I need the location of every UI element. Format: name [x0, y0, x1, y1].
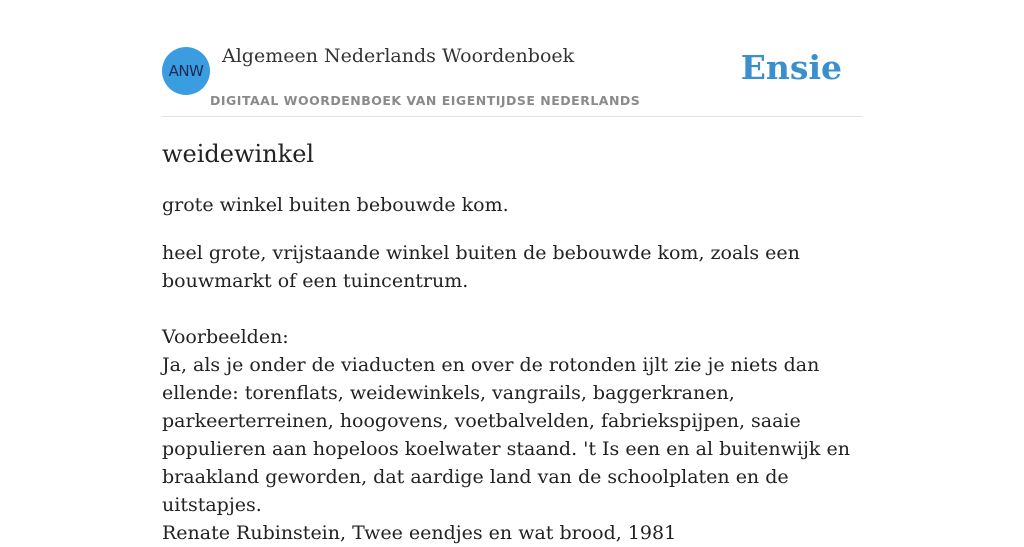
full-definition: heel grote, vrijstaande winkel buiten de bebouwde kom, zoals een bouwmarkt of een tuincentrum.	[162, 242, 800, 292]
short-definition: grote winkel buiten bebouwde kom.	[162, 194, 509, 216]
page-content	[162, 0, 862, 544]
spacer	[162, 295, 872, 323]
example-quote: Ja, als je onder de viaducten en over de rotonden ijlt zie je niets dan ellende: torenflats, weidewinkels, vangrails, baggerkranen, parkeerterreinen, hoogovens, voetbalvelden, fabriekspijpen, saaie populieren aan hopeloos koelwater staand. 't Is een en al buitenwijk en braakland geworden, dat aardige land van de schoolplaten en de uitstapjes.	[162, 354, 850, 516]
entry-headword: weidewinkel	[162, 140, 315, 168]
ensie-brand-logo[interactable]: Ensie	[740, 48, 842, 87]
example-source: Renate Rubinstein, Twee eendjes en wat brood, 1981	[162, 522, 677, 544]
definition-body	[162, 239, 872, 547]
site-header	[162, 0, 862, 117]
anw-logo[interactable]: ANW	[162, 47, 210, 95]
site-title[interactable]: Algemeen Nederlands Woordenboek	[222, 45, 575, 67]
site-subtitle: DIGITAAL WOORDENBOEK VAN EIGENTIJDSE NEDERLANDS	[210, 93, 641, 108]
examples-label: Voorbeelden:	[162, 326, 289, 348]
